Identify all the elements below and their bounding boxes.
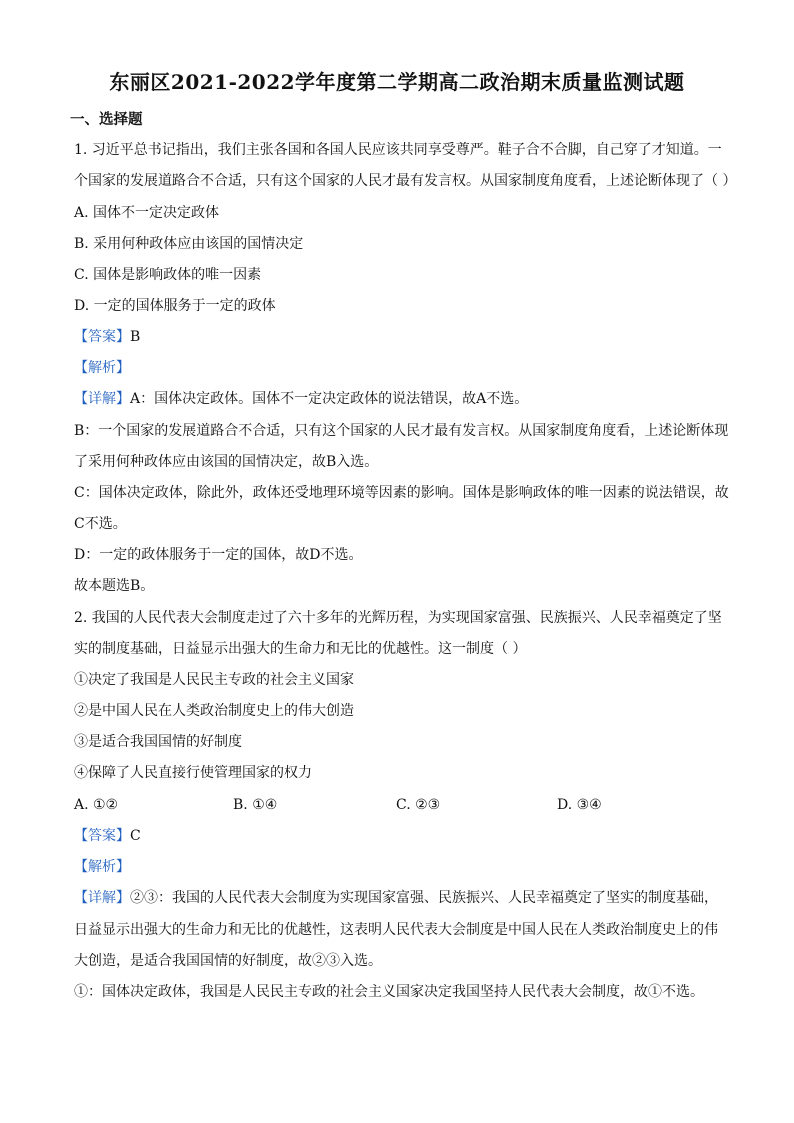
q1-detail-a-text: A：国体决定政体。国体不一定决定政体的说法错误，故A不选。 — [130, 391, 529, 407]
q2-choice-a: A. ①② — [74, 797, 119, 813]
page-title: 东丽区2021-2022学年度第二学期高二政治期末质量监测试题 — [109, 70, 685, 94]
q2-item-4: ④保障了人民直接行使管理国家的权力 — [74, 765, 312, 781]
q1-option-b: B. 采用何种政体应由该国的国情决定 — [74, 236, 304, 252]
q2-detail-line-4: ①：国体决定政体，我国是人民民主专政的社会主义国家决定我国坚持人民代表大会制度，故①不选。 — [74, 984, 704, 1000]
q2-detail-line-2: 日益显示出强大的生命力和无比的优越性，这表明人民代表大会制度是中国人民在人类政治制度史上的伟 — [74, 922, 718, 938]
q2-analysis-tag — [74, 857, 724, 877]
q1-detail-b-line-2: 了采用何种政体应由该国的国情决定，故B入选。 — [74, 454, 379, 470]
q1-option-c: C. 国体是影响政体的唯一因素 — [74, 267, 262, 283]
q1-detail-a — [74, 389, 724, 409]
q2-answer — [74, 826, 724, 846]
q1-detail-c-line-1: C：国体决定政体，除此外，政体还受地理环境等因素的影响。国体是影响政体的唯一因素的说法错误，故 — [74, 485, 729, 501]
q2-stem-line-2: 实的制度基础，日益显示出强大的生命力和无比的优越性。这一制度（ ） — [74, 641, 527, 657]
q2-choice-b: B. ①④ — [233, 797, 278, 813]
q1-detail-d: D：一定的政体服务于一定的国体，故D不选。 — [74, 547, 363, 563]
q2-answer-value: C — [130, 828, 141, 844]
q2-detail-line-3: 大创造，是适合我国国情的好制度，故②③入选。 — [74, 953, 382, 969]
q1-analysis-label: 【解析】 — [74, 360, 130, 376]
q1-analysis-tag — [74, 358, 724, 378]
q2-item-3: ③是适合我国国情的好制度 — [74, 734, 242, 750]
q1-detail-c-line-2: C不选。 — [74, 516, 127, 532]
q1-stem-line-1: 1. 习近平总书记指出，我们主张各国和各国人民应该共同享受尊严。鞋子合不合脚，自己穿了才知道。一 — [74, 142, 722, 158]
q1-answer-value: B — [130, 329, 141, 345]
q1-detail-b-line-1: B：一个国家的发展道路合不合适，只有这个国家的人民才最有发言权。从国家制度角度看，上述论断体现 — [74, 423, 729, 439]
q1-stem-line-2: 个国家的发展道路合不合适，只有这个国家的人民才最有发言权。从国家制度角度看，上述论断体现了（ ） — [74, 173, 737, 189]
q1-answer-tag: 【答案】 — [74, 329, 130, 345]
q2-item-1: ①决定了我国是人民民主专政的社会主义国家 — [74, 672, 354, 688]
q1-conclusion: 故本题选B。 — [74, 578, 155, 594]
q2-stem-line-1: 2. 我国的人民代表大会制度走过了六十多年的光辉历程，为实现国家富强、民族振兴、人民幸福奠定了坚 — [74, 610, 722, 626]
q2-choice-c: C. ②③ — [396, 797, 441, 813]
q1-option-d: D. 一定的国体服务于一定的政体 — [74, 298, 276, 314]
q2-choice-d: D. ③④ — [557, 797, 602, 813]
q2-answer-tag: 【答案】 — [74, 828, 130, 844]
q1-answer — [74, 327, 724, 347]
q2-detail-tag: 【详解】 — [74, 890, 130, 906]
q2-detail-line-1-text: ②③：我国的人民代表大会制度为实现国家富强、民族振兴、人民幸福奠定了坚实的制度基础， — [130, 890, 718, 906]
q2-detail-line-1 — [74, 888, 724, 908]
section-heading: 一、选择题 — [70, 111, 143, 128]
q2-analysis-label: 【解析】 — [74, 859, 130, 875]
q1-option-a: A. 国体不一定决定政体 — [74, 205, 220, 221]
q1-detail-tag: 【详解】 — [74, 391, 130, 407]
q2-item-2: ②是中国人民在人类政治制度史上的伟大创造 — [74, 703, 354, 719]
